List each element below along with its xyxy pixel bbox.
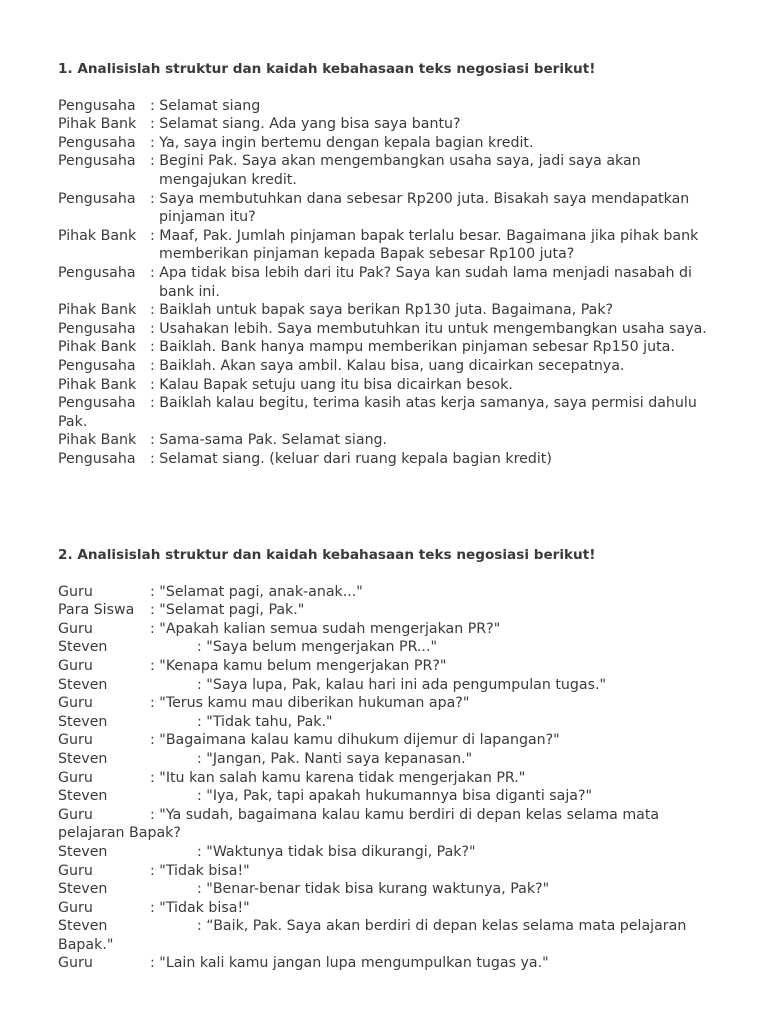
speaker-label: Guru — [58, 899, 93, 916]
dialog-line — [58, 227, 748, 264]
speaker-label: Pengusaha — [58, 153, 136, 170]
dialog-line — [58, 357, 748, 376]
utterance-text: : "Tidak bisa!" — [150, 862, 250, 879]
negotiation-section-1 — [58, 60, 748, 468]
dialog-line — [58, 713, 748, 732]
dialog-line — [58, 787, 748, 806]
speaker-label: Pengusaha — [58, 264, 136, 281]
dialog-line — [58, 115, 748, 134]
utterance-text: : "Itu kan salah kamu karena tidak mengerjakan PR." — [150, 769, 526, 786]
utterance-text: : “Baik, Pak. Saya akan berdiri di depan kelas selama mata pelajaran — [197, 918, 687, 935]
utterance-text: : "Saya lupa, Pak, kalau hari ini ada pengumpulan tugas." — [197, 676, 607, 693]
dialog-line — [58, 376, 748, 395]
dialog-line — [58, 694, 748, 713]
utterance-text: : "Iya, Pak, tapi apakah hukumannya bisa diganti saja?" — [197, 788, 593, 805]
speaker-label: Pengusaha — [58, 320, 136, 337]
utterance-text: : Kalau Bapak setuju uang itu bisa dicairkan besok. — [150, 376, 513, 393]
dialog-line — [58, 843, 748, 862]
speaker-label: Pengusaha — [58, 450, 136, 467]
speaker-label: Guru — [58, 732, 93, 749]
utterance-text: : Apa tidak bisa lebih dari itu Pak? Saya kan sudah lama menjadi nasabah di bank ini. — [150, 264, 692, 300]
dialog-list — [58, 583, 748, 973]
dialog-line — [58, 676, 748, 695]
dialog-line — [58, 769, 748, 788]
speaker-label: Guru — [58, 695, 93, 712]
utterance-text: : Begini Pak. Saya akan mengembangkan usaha saya, jadi saya akan mengajukan kredit. — [150, 153, 641, 188]
dialog-line — [58, 880, 748, 899]
utterance-text: : "Waktunya tidak bisa dikurangi, Pak?" — [197, 843, 476, 860]
speaker-label: Guru — [58, 583, 93, 600]
utterance-text: : Selamat siang — [150, 97, 261, 114]
speaker-label: Guru — [58, 769, 93, 786]
utterance-text: : "Selamat pagi, anak-anak..." — [150, 583, 363, 600]
dialog-line — [58, 657, 748, 676]
speaker-label: Steven — [58, 676, 108, 693]
speaker-label: Steven — [58, 713, 108, 730]
speaker-label: Pengusaha — [58, 357, 136, 374]
speaker-label: Steven — [58, 639, 108, 656]
dialog-line — [58, 638, 748, 657]
dialog-line — [58, 806, 748, 825]
utterance-continuation: Pak. — [58, 413, 88, 430]
dialog-line — [58, 134, 748, 153]
dialog-line — [58, 301, 748, 320]
dialog-line — [58, 731, 748, 750]
speaker-label: Steven — [58, 788, 108, 805]
dialog-line — [58, 862, 748, 881]
utterance-continuation: pelajaran Bapak? — [58, 825, 181, 842]
utterance-text: : "Apakah kalian semua sudah mengerjakan PR?" — [150, 620, 501, 637]
speaker-label: Steven — [58, 843, 108, 860]
dialog-line — [58, 917, 748, 936]
speaker-label: Pihak Bank — [58, 302, 137, 319]
utterance-text: : "Jangan, Pak. Nanti saya kepanasan." — [197, 750, 473, 767]
speaker-label: Pihak Bank — [58, 376, 137, 393]
dialog-line — [58, 601, 748, 620]
speaker-label: Para Siswa — [58, 602, 135, 619]
dialog-line — [58, 394, 748, 413]
utterance-text: : Ya, saya ingin bertemu dengan kepala bagian kredit. — [150, 134, 534, 151]
dialog-line — [58, 954, 748, 973]
utterance-text: : "Bagaimana kalau kamu dihukum dijemur di lapangan?" — [150, 732, 560, 749]
utterance-text: : Sama-sama Pak. Selamat siang. — [150, 432, 388, 449]
speaker-label: Guru — [58, 955, 93, 972]
speaker-label: Pengusaha — [58, 190, 136, 207]
utterance-continuation: Bapak." — [58, 936, 114, 953]
speaker-label: Pengusaha — [58, 395, 136, 412]
dialog-line — [58, 338, 748, 357]
dialog-line — [58, 899, 748, 918]
utterance-text: : "Saya belum mengerjakan PR..." — [197, 639, 437, 656]
dialog-line — [58, 620, 748, 639]
utterance-text: : Baiklah untuk bapak saya berikan Rp130 juta. Bagaimana, Pak? — [150, 302, 614, 319]
dialog-line — [58, 264, 748, 301]
speaker-label: Pihak Bank — [58, 339, 137, 356]
section-heading: 2. Analisislah struktur dan kaidah kebahasaan teks negosiasi berikut! — [58, 547, 596, 563]
speaker-label: Pihak Bank — [58, 432, 137, 449]
speaker-label: Steven — [58, 918, 108, 935]
dialog-line — [58, 750, 748, 769]
utterance-text: : Baiklah kalau begitu, terima kasih atas kerja samanya, saya permisi dahulu — [150, 395, 697, 412]
speaker-label: Steven — [58, 881, 108, 898]
dialog-line — [58, 190, 748, 227]
speaker-label: Steven — [58, 750, 108, 767]
utterance-text: : "Lain kali kamu jangan lupa mengumpulkan tugas ya." — [150, 955, 549, 972]
utterance-text: : "Kenapa kamu belum mengerjakan PR?" — [150, 657, 447, 674]
dialog-line — [58, 97, 748, 116]
speaker-label: Guru — [58, 657, 93, 674]
speaker-label: Guru — [58, 806, 93, 823]
utterance-text: : "Selamat pagi, Pak." — [150, 602, 305, 619]
speaker-label: Pengusaha — [58, 134, 136, 151]
speaker-label: Guru — [58, 620, 93, 637]
utterance-text: : "Benar-benar tidak bisa kurang waktunya, Pak?" — [197, 881, 550, 898]
speaker-label: Pihak Bank — [58, 116, 137, 133]
utterance-text: : "Tidak bisa!" — [150, 899, 250, 916]
dialog-line — [58, 320, 748, 339]
utterance-text: : "Terus kamu mau diberikan hukuman apa?" — [150, 695, 470, 712]
speaker-label: Pengusaha — [58, 97, 136, 114]
utterance-text: : Selamat siang. Ada yang bisa saya bantu? — [150, 116, 461, 133]
utterance-text: : Saya membutuhkan dana sebesar Rp200 juta. Bisakah saya mendapatkan pinjaman itu? — [150, 190, 690, 226]
dialog-line — [58, 431, 748, 450]
negotiation-section-2 — [58, 546, 748, 973]
speaker-label: Guru — [58, 862, 93, 879]
dialog-line — [58, 583, 748, 602]
dialog-line — [58, 450, 748, 469]
utterance-text: : "Tidak tahu, Pak." — [197, 713, 333, 730]
utterance-text: : Maaf, Pak. Jumlah pinjaman bapak terlalu besar. Bagaimana jika pihak bank memberikan pinjaman kepada Bapak sebesar Rp100 juta? — [150, 227, 699, 263]
speaker-label: Pihak Bank — [58, 227, 137, 244]
section-heading: 1. Analisislah struktur dan kaidah kebahasaan teks negosiasi berikut! — [58, 61, 596, 77]
utterance-text: : Baiklah. Akan saya ambil. Kalau bisa, uang dicairkan secepatnya. — [150, 357, 625, 374]
utterance-text: : "Ya sudah, bagaimana kalau kamu berdiri di depan kelas selama mata — [150, 806, 660, 823]
utterance-text: : Baiklah. Bank hanya mampu memberikan pinjaman sebesar Rp150 juta. — [150, 339, 675, 356]
dialog-list — [58, 97, 748, 469]
utterance-text: : Selamat siang. (keluar dari ruang kepala bagian kredit) — [150, 450, 552, 467]
utterance-text: : Usahakan lebih. Saya membutuhkan itu untuk mengembangkan usaha saya. — [150, 320, 707, 337]
dialog-line — [58, 152, 748, 189]
